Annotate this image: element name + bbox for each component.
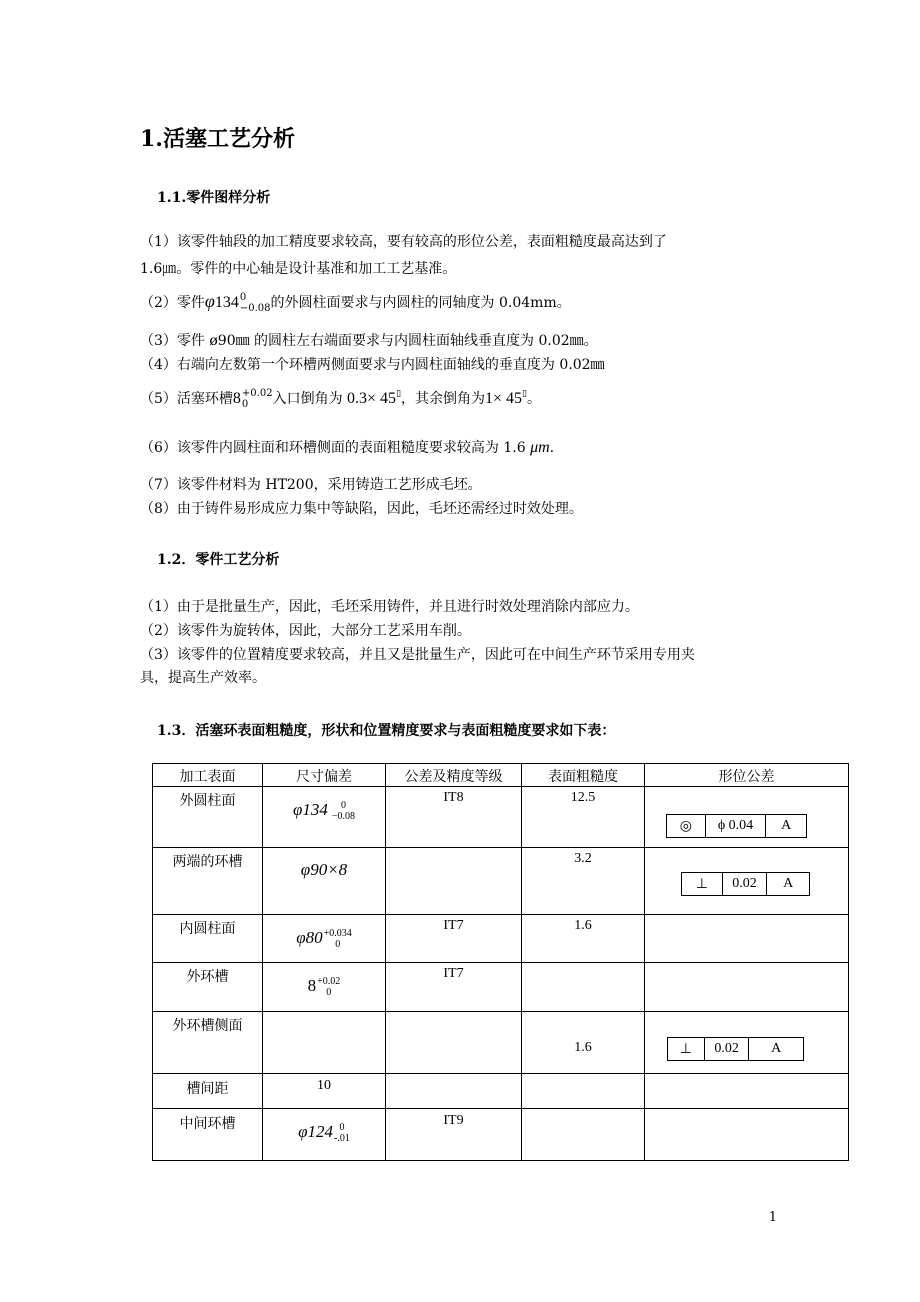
paragraph-5: （5）活塞环槽8 +0.02 0 入口倒角为 0.3× 45▯，其余倒角为1× 45▯。 [140, 388, 541, 410]
header-tolerance: 形位公差 [718, 769, 775, 785]
paragraph-2-2: （2）该零件为旋转体，因此，大部分工艺采用车削。 [140, 623, 471, 639]
row5-tolerance-frame [667, 1037, 804, 1061]
paragraph-8: （8）由于铸件易形成应力集中等缺陷，因此，毛坯还需经过时效处理。 [140, 501, 583, 517]
row4-grade: IT7 [443, 966, 464, 981]
row5-tolerance-value: 0.02 [705, 1038, 750, 1060]
header-dimension: 尺寸偏差 [296, 769, 352, 785]
row3-dimension: φ80 +0.034 0 [296, 928, 352, 951]
row3-roughness: 1.6 [574, 918, 592, 933]
section-heading-1-1: 1.1.零件图样分析 [157, 190, 271, 206]
page-title: 1.活塞工艺分析 [140, 126, 295, 152]
paragraph-7: （7）该零件材料为 HT200，采用铸造工艺形成毛坯。 [140, 477, 482, 493]
header-roughness: 表面粗糙度 [548, 769, 618, 785]
row3-surface: 内圆柱面 [179, 921, 236, 937]
row1-tolerance-frame [666, 814, 807, 838]
section-heading-1-2: 1.2．零件工艺分析 [157, 552, 280, 568]
row1-tolerance-value: ϕ 0.04 [706, 815, 767, 837]
paragraph-2-3-line2: 具，提高生产效率。 [140, 670, 266, 686]
paragraph-1-line1: （1）该零件轴段的加工精度要求较高，要有较高的形位公差，表面粗糙度最高达到了 [140, 234, 667, 250]
row1-surface: 外圆柱面 [179, 793, 236, 809]
row2-tolerance-frame [681, 872, 810, 896]
paragraph-2-1: （1）由于是批量生产，因此，毛坯采用铸件，并且进行时效处理消除内部应力。 [140, 599, 639, 615]
row4-dimension: 8 +0.02 0 [307, 976, 341, 999]
paragraph-2: （2）零件φ134 0 −0.08 的外圆柱面要求与内圆柱的同轴度为 0.04mm。 [140, 291, 571, 314]
row5-roughness: 1.6 [574, 1040, 592, 1055]
paragraph-4: （4）右端向左数第一个环槽两侧面要求与内圆柱面轴线的垂直度为 0.02㎜ [140, 357, 605, 373]
row7-dimension: φ124 0 -.01 [298, 1122, 350, 1145]
page-number: 1 [768, 1210, 777, 1225]
row1-dimension: φ134 0 −0.08 [292, 800, 356, 823]
row2-tolerance-value: 0.02 [723, 873, 768, 895]
row7-surface: 中间环槽 [179, 1116, 236, 1132]
row1-roughness: 12.5 [570, 790, 596, 805]
row5-tolerance-datum: A [771, 1041, 782, 1056]
row6-surface: 槽间距 [186, 1081, 229, 1097]
perpendicularity-icon: ⊥ [682, 873, 723, 895]
paragraph-3: （3）零件 ø90㎜ 的圆柱左右端面要求与内圆柱面轴线垂直度为 0.02㎜。 [140, 333, 598, 349]
row6-dimension: 10 [317, 1078, 331, 1093]
header-surface: 加工表面 [179, 769, 236, 785]
perpendicularity-icon: ⊥ [668, 1038, 705, 1060]
paragraph-1-line2: 1.6㎛。零件的中心轴是设计基准和加工工艺基准。 [140, 261, 457, 277]
row2-roughness: 3.2 [574, 851, 592, 866]
row2-surface: 两端的环槽 [172, 854, 243, 870]
section-heading-1-3: 1.3．活塞环表面粗糙度，形状和位置精度要求与表面粗糙度要求如下表： [157, 723, 616, 739]
concentricity-icon: ◎ [667, 815, 706, 837]
row2-dimension: φ90×8 [300, 860, 348, 879]
row1-grade: IT8 [443, 790, 464, 805]
row4-surface: 外环槽 [186, 969, 229, 985]
paragraph-6: （6）该零件内圆柱面和环槽侧面的表面粗糙度要求较高为 1.6 μm. [140, 439, 555, 456]
row7-grade: IT9 [443, 1113, 464, 1128]
header-grade: 公差及精度等级 [404, 769, 503, 785]
row1-tolerance-datum: A [781, 818, 792, 833]
row2-tolerance-datum: A [783, 876, 794, 891]
paragraph-2-3-line1: （3）该零件的位置精度要求较高，并且又是批量生产，因此可在中间生产环节采用专用夹 [140, 647, 695, 663]
row3-grade: IT7 [443, 918, 464, 933]
row5-surface: 外环槽侧面 [172, 1018, 243, 1034]
